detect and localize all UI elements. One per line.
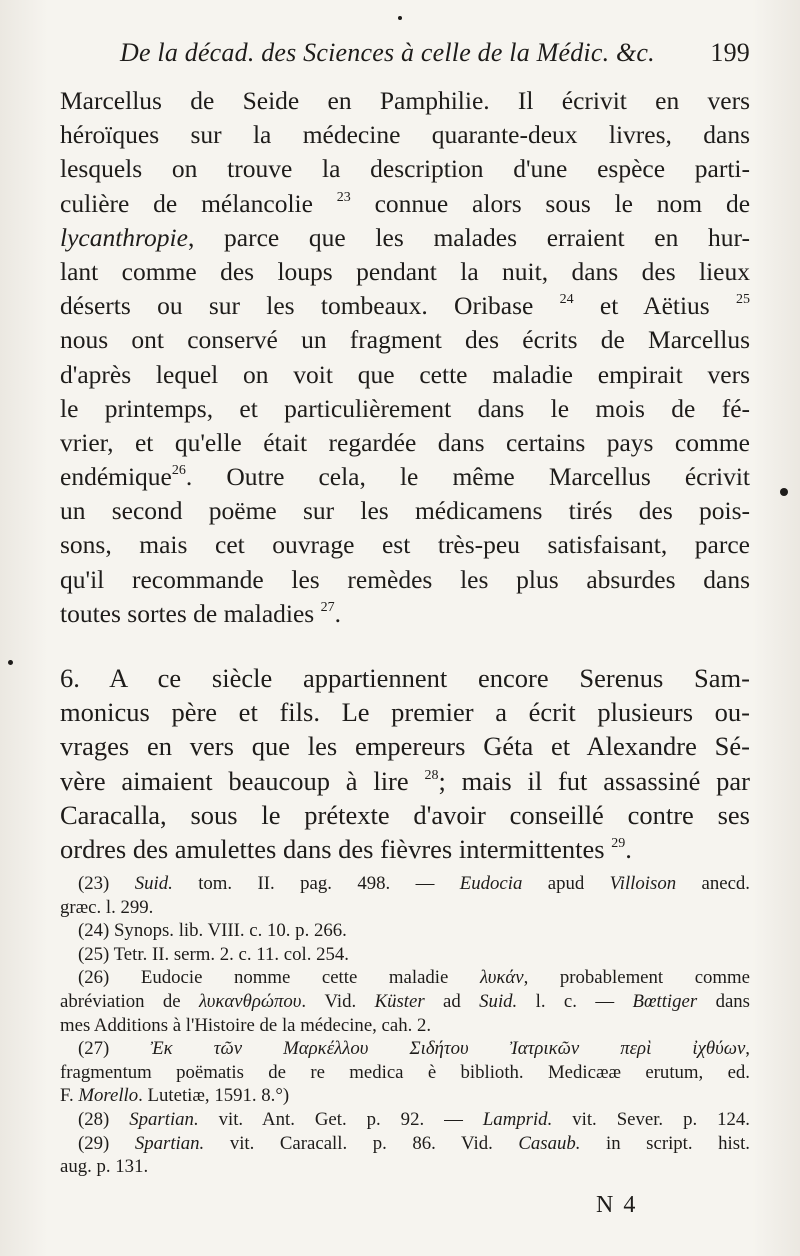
text-line: d'après lequel on voit que cette maladie empirait vers bbox=[60, 359, 750, 389]
footnote-ref[interactable]: 28 bbox=[424, 767, 439, 783]
text-line: héroïques sur la médecine quarante-deux livres, dans bbox=[60, 120, 750, 150]
text-line: déserts ou sur les tombeaux. Oribase $^{24}$ et Aëtius $^{25}$ bbox=[60, 291, 750, 321]
text-line: ordres des amulettes dans des fièvres intermittentes $^{29}$. bbox=[60, 833, 632, 864]
footnote-line: (25) Tetr. II. serm. 2. c. 11. col. 254. bbox=[78, 943, 349, 965]
footnote-ref[interactable]: 25 bbox=[736, 292, 750, 308]
footnote-line: (27) Ἐκ τῶν Μαρκέλλου Σιδήτου Ἰατρικῶν περὶ ἰχθύων, bbox=[78, 1038, 750, 1060]
footnote-ref[interactable]: 24 bbox=[559, 292, 574, 308]
text-line: un second poëme sur les médicamens tirés des pois- bbox=[60, 496, 750, 526]
text-line: sons, mais cet ouvrage est très-peu satisfaisant, parce bbox=[60, 530, 750, 560]
ink-speck bbox=[8, 660, 13, 665]
footnote-line: græc. l. 299. bbox=[60, 896, 154, 918]
text-line: endémique$^{26}$. Outre cela, le même Marcellus écrivit bbox=[60, 462, 750, 492]
footnote-line: fragmentum poëmatis de re medica è biblioth. Medicææ erutum, ed. bbox=[60, 1061, 750, 1083]
footnote-line: (26) Eudocie nomme cette maladie λυκάν, probablement comme bbox=[78, 967, 750, 989]
text-line: lant comme des loups pendant la nuit, dans des lieux bbox=[60, 256, 750, 286]
footnote-line: (29) Spartian. vit. Caracall. p. 86. Vid. Casaub. in script. hist. bbox=[78, 1132, 750, 1154]
text-line: lesquels on trouve la description d'une espèce parti- bbox=[60, 154, 750, 184]
footnote-line: (24) Synops. lib. VIII. c. 10. p. 266. bbox=[78, 920, 347, 942]
footnotes bbox=[60, 872, 750, 1179]
paragraph-gap bbox=[60, 631, 750, 661]
footnote-ref[interactable]: 23 bbox=[336, 189, 351, 205]
ink-speck bbox=[780, 488, 788, 496]
text-line: toutes sortes de maladies $^{27}$. bbox=[60, 598, 341, 628]
footnote-ref[interactable]: 27 bbox=[320, 599, 335, 615]
footnote-ref[interactable]: 29 bbox=[611, 835, 626, 851]
footnote-line: (23) Suid. tom. II. pag. 498. — Eudocia apud Villoison anecd. bbox=[78, 873, 750, 894]
main-text bbox=[60, 84, 750, 866]
footnote-line: F. Morello. Lutetiæ, 1591. 8.°) bbox=[60, 1085, 290, 1107]
text-line: vère aimaient beaucoup à lire $^{28}$; mais il fut assassiné par bbox=[60, 765, 751, 796]
text-line: culière de mélancolie $^{23}$ connue alors sous le nom de bbox=[60, 188, 751, 218]
footnote-line: (28) Spartian. vit. Ant. Get. p. 92. — Lamprid. vit. Sever. p. 124. bbox=[78, 1108, 750, 1130]
footnote-line: mes Additions à l'Histoire de la médecine, cah. 2. bbox=[60, 1014, 432, 1036]
footnote-line: abréviation de λυκανθρώπου. Vid. Küster ad Suid. l. c. — Bœttiger dans bbox=[60, 990, 750, 1012]
running-head bbox=[120, 38, 750, 68]
signature-mark: N 4 bbox=[596, 1192, 638, 1218]
text-line: qu'il recommande les remèdes les plus absurdes dans bbox=[60, 564, 750, 594]
text-line: lycanthropie, parce que les malades erraient en hur- bbox=[60, 222, 750, 252]
text-line: vrages en vers que les empereurs Géta et Alexandre Sé- bbox=[60, 731, 750, 762]
footnote-ref[interactable]: 26 bbox=[171, 463, 186, 479]
ink-speck bbox=[398, 16, 402, 20]
text-line: Marcellus de Seide en Pamphilie. Il écrivit en vers bbox=[60, 86, 750, 115]
text-line: vrier, et qu'elle était regardée dans certains pays comme bbox=[60, 427, 750, 457]
text-line: 6. A ce siècle appartiennent encore Serenus Sam- bbox=[60, 663, 750, 693]
page-number: 199 bbox=[710, 38, 750, 67]
running-title: De la décad. des Sciences à celle de la Médic. &c. bbox=[120, 38, 655, 67]
footnote-line: aug. p. 131. bbox=[60, 1156, 149, 1178]
text-line: monicus père et fils. Le premier a écrit plusieurs ou- bbox=[60, 697, 750, 728]
text-line: nous ont conservé un fragment des écrits de Marcellus bbox=[60, 325, 750, 355]
text-line: le printemps, et particulièrement dans le mois de fé- bbox=[60, 393, 750, 423]
text-line: Caracalla, sous le prétexte d'avoir conseillé contre ses bbox=[60, 799, 750, 830]
